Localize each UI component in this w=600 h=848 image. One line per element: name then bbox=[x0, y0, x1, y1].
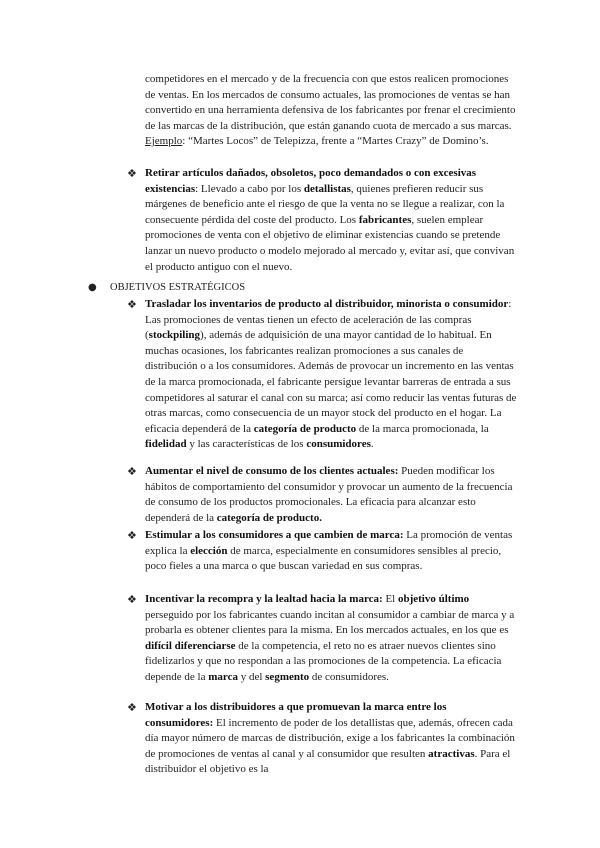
item-text: perseguido por los fabricantes cuando incitan al consumidor a cambiar de marca y a probarla es obtener clientes para la misma. En los mercados actuales, en los que es bbox=[145, 608, 515, 637]
example-label: Ejemplo bbox=[145, 135, 183, 148]
item-text: y del bbox=[237, 670, 266, 683]
item-emphasis: fidelidad bbox=[145, 438, 187, 451]
item-body bbox=[145, 166, 517, 275]
list-item-motivar bbox=[127, 700, 517, 778]
item-text: y las características de los bbox=[186, 438, 307, 451]
item-emphasis: fabricantes bbox=[358, 213, 412, 226]
item-text: . Para el distribuidor el objetivo es la bbox=[145, 747, 511, 776]
item-emphasis: difícil diferenciarse bbox=[145, 639, 236, 652]
item-text: El bbox=[382, 593, 398, 605]
item-emphasis: marca bbox=[208, 670, 238, 683]
item-emphasis: consumidores bbox=[306, 438, 371, 451]
list-item-incentivar bbox=[127, 592, 517, 686]
item-text: de marca, especialmente en consumidores sensibles al precio, poco fieles a una marca o que buscan variedad en sus compras. bbox=[145, 544, 502, 573]
example-text: : “Martes Locos” de Telepizza, frente a “Martes Crazy” de Domino’s. bbox=[182, 135, 489, 148]
item-text: La promoción de ventas explica la bbox=[145, 529, 513, 557]
item-body bbox=[145, 464, 517, 526]
item-title: Retirar artículos dañados, obsoletos, poco demandados o con excesivas existencias bbox=[145, 167, 477, 195]
item-title: Incentivar la recompra y la lealtad hacia la marca: bbox=[145, 593, 383, 605]
item-title: Aumentar el nivel de consumo de los clientes actuales: bbox=[145, 465, 399, 477]
list-item-trasladar bbox=[127, 297, 517, 453]
item-body bbox=[145, 297, 517, 453]
item-text: : Llevado a cabo por los bbox=[195, 182, 304, 195]
item-text: de consumidores. bbox=[309, 670, 389, 683]
item-text: : Las promociones de ventas tienen un efecto de aceleración de las compras ( bbox=[145, 298, 512, 342]
intro-text: competidores en el mercado y de la frecuencia con que estos realicen promociones de ventas. En los mercados de consumo actuales, las promociones de ventas se han convertido en una herramienta defensiva de los fabricantes por frenar el crecimiento de las marcas de la distribución, que están ganando cuota de mercado a sus marcas. bbox=[145, 73, 516, 132]
item-text: de la marca promocionada, la bbox=[356, 422, 489, 435]
item-emphasis: objetivo último bbox=[397, 593, 470, 605]
item-text: ), además de adquisición de una mayor cantidad de lo habitual. En muchas ocasiones, los fabricantes realizan promociones a sus canales de distribución o a los consumidores. Además de provocar un incremento en las ventas de la marca promocionada, el fabricante persigue levantar barreras de entrada a sus competidores al saturar el canal con su marca; así como reducir las ventas futuras de otras marcas, como consecuencia de un mayor stock del producto en el hogar. La eficacia dependerá de la bbox=[145, 329, 517, 435]
diamond-bullet-icon: ❖ bbox=[127, 529, 137, 542]
item-body bbox=[145, 700, 517, 778]
item-emphasis: categoría de producto bbox=[253, 422, 357, 435]
list-item-retirar bbox=[127, 166, 517, 275]
diamond-bullet-icon: ❖ bbox=[127, 701, 137, 714]
diamond-bullet-icon: ❖ bbox=[127, 167, 137, 180]
item-emphasis: segmento bbox=[265, 670, 310, 683]
item-text: . bbox=[370, 438, 374, 451]
item-text: Pueden modificar los hábitos de comportamiento del consumidor y provocar un aumento de la frecuencia de consumo de los productos promocionales. La eficacia para alcanzar esto dependerá de la bbox=[145, 465, 513, 524]
intro-paragraph bbox=[145, 72, 517, 150]
item-title: Trasladar los inventarios de producto al distribuidor, minorista o consumidor bbox=[145, 298, 509, 310]
item-body bbox=[145, 528, 517, 575]
item-body bbox=[145, 592, 517, 686]
item-title: Motivar a los distribuidores a que promuevan la marca entre los consumidores: bbox=[145, 701, 447, 729]
item-emphasis: atractivas bbox=[428, 747, 475, 760]
item-emphasis: detallistas bbox=[303, 182, 351, 195]
item-text: de la competencia, el reto no es atraer nuevos clientes sino fidelizarlos y que no respondan a las promociones de la competencia. La eficacia depende de la bbox=[145, 639, 502, 683]
diamond-bullet-icon: ❖ bbox=[127, 465, 137, 478]
list-item-estimular bbox=[127, 528, 517, 575]
item-emphasis: categoría de producto. bbox=[216, 511, 322, 524]
round-bullet-icon: ● bbox=[88, 282, 97, 293]
item-text: El incremento de poder de los detallistas que, además, ofrecen cada día mayor número de marcas de distribución, exige a los fabricantes la combinación de promociones de ventas al canal y al consumidor que resulten bbox=[145, 716, 515, 760]
item-text: , suelen emplear promociones de venta con el objetivo de eliminar existencias cuando se pretende lanzar un nuevo producto o modelo mejorado al mercado y, evitar así, que convivan el producto antiguo con el nuevo. bbox=[145, 213, 515, 273]
diamond-bullet-icon: ❖ bbox=[127, 593, 137, 606]
diamond-bullet-icon: ❖ bbox=[127, 298, 137, 311]
item-title: Estimular a los consumidores a que cambien de marca: bbox=[145, 529, 404, 541]
section-title: OBJETIVOS ESTRATÉGICOS bbox=[110, 282, 246, 293]
item-emphasis: elección bbox=[190, 544, 228, 557]
item-text: , quienes prefieren reducir sus márgenes de beneficio ante el riesgo de que la venta no se llegue a realizar, con la consecuente pérdida del coste del producto. Los bbox=[145, 182, 505, 226]
item-emphasis: stockpiling bbox=[148, 329, 201, 342]
list-item-aumentar bbox=[127, 464, 517, 526]
